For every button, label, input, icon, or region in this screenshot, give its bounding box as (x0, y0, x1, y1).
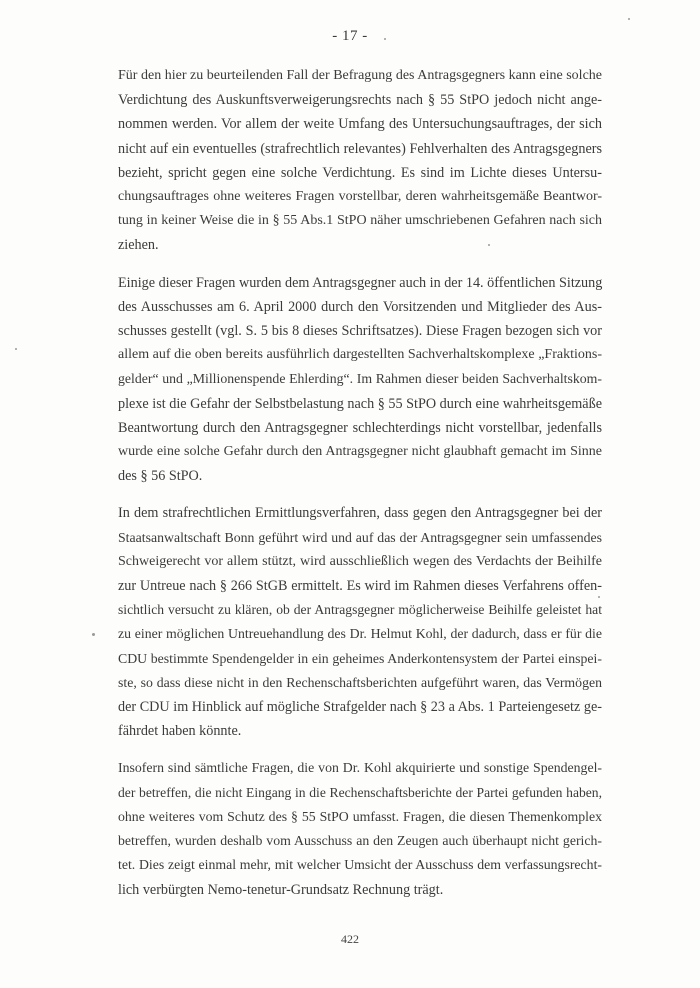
text-line: Verdichtung des Auskunftsverweigerungsrechts nach § 55 StPO jedoch nicht ange- (118, 92, 602, 109)
text-line: des § 56 StPO. (118, 468, 203, 485)
text-line: nommen werden. Vor allem der weite Umfang des Untersuchungsauftrages, der sich (118, 116, 602, 133)
text-line: fährdet haben könnte. (118, 723, 242, 740)
text-line: Beantwortung durch den Antragsgegner schlechterdings nicht vorstellbar, jedenfalls (118, 419, 602, 436)
text-line: der CDU im Hinblick auf mögliche Strafgelder nach § 23 a Abs. 1 Parteiengesetz ge- (118, 699, 602, 716)
text-line: tet. Dies zeigt einmal mehr, mit welcher Umsicht der Ausschuss dem verfassungsrecht- (118, 857, 602, 873)
archive-page-number: 422 (341, 932, 359, 946)
text-line: Staatsanwaltschaft Bonn geführt wird und auf das der Antragsgegner sein umfassendes (118, 529, 602, 545)
text-line: ste, so dass diese nicht in den Rechenschaftsberichten aufgeführt waren, das Vermögen (118, 674, 602, 690)
scan-speck (384, 38, 386, 40)
text-line: chungsauftrages ohne weiteres Fragen vorstellbar, deren wahrheitsgemäße Beantwor- (118, 189, 602, 205)
paragraph-3 (118, 501, 602, 743)
text-line: der betreffen, die nicht Eingang in die Rechenschaftsberichte der Partei gefunden haben, (118, 784, 602, 800)
page-number: - 17 - (332, 28, 368, 44)
paragraph-1 (118, 64, 602, 258)
scan-speck (628, 18, 630, 20)
text-line: betreffen, wurden deshalb vom Ausschuss an den Zeugen auch überhaupt nicht gerich- (118, 833, 602, 849)
text-line: zu einer möglichen Untreuehandlung des Dr. Helmut Kohl, der dadurch, dass er für die (118, 626, 602, 642)
text-line: allem auf die oben bereits ausführlich dargestellten Sachverhaltskomplexe „Fraktions- (118, 347, 602, 363)
text-line: sichtlich versucht zu klären, ob der Antragsgegner möglicherweise Beihilfe geleistet hat (118, 602, 602, 618)
text-line: Insofern sind sämtliche Fragen, die von Dr. Kohl akquirierte und sonstige Spendengel- (118, 760, 602, 776)
text-line: Einige dieser Fragen wurden dem Antragsgegner auch in der 14. öffentlichen Sitzung (118, 274, 603, 291)
scan-speck (488, 244, 490, 246)
text-line: ziehen. (118, 237, 159, 254)
text-line: tung in keiner Weise die in § 55 Abs.1 StPO näher umschriebenen Gefahren nach sich (118, 213, 602, 229)
text-line: lich verbürgten Nemo-tenetur-Grundsatz Rechnung trägt. (118, 881, 444, 898)
scan-speck (598, 596, 600, 598)
text-line: Für den hier zu beurteilenden Fall der Befragung des Antragsgegners kann eine solche (118, 68, 602, 83)
text-line: nicht auf ein eventuelles (strafrechtlich relevantes) Fehlverhalten des Antragsgegners (118, 140, 602, 157)
text-line: zur Untreue nach § 266 StGB ermittelt. Es wird im Rahmen dieses Verfahrens offen- (118, 578, 602, 595)
body-text (118, 64, 602, 915)
text-line: Schweigerecht vor allem stützt, wird ausschließlich wegen des Verdachts der Beihilfe (118, 553, 602, 569)
scan-speck (92, 633, 95, 636)
text-line: gelder“ und „Millionenspende Ehlerding“. Im Rahmen dieser beiden Sachverhaltskom- (118, 371, 602, 387)
text-line: ohne weiteres vom Schutz des § 55 StPO umfasst. Fragen, die diesen Themenkomplex (118, 808, 602, 824)
text-line: schusses gestellt (vgl. S. 5 bis 8 dieses Schriftsatzes). Diese Fragen bezogen sich vor (118, 323, 602, 340)
text-line: CDU bestimmte Spendengelder in ein geheimes Anderkontensystem der Partei einspei- (118, 650, 602, 666)
text-line: wurde eine solche Gefahr durch den Antragsgegner nicht glaubhaft gemacht im Sinne (118, 444, 602, 460)
text-line: In dem strafrechtlichen Ermittlungsverfahren, dass gegen den Antragsgegner bei der (118, 505, 602, 522)
text-line: plexe ist die Gefahr der Selbstbelastung nach § 55 StPO durch eine wahrheitsgemäße (118, 395, 602, 412)
text-line: bezieht, spricht gegen eine solche Verdichtung. Es sind im Lichte dieses Untersu- (118, 164, 602, 181)
paragraph-2 (118, 271, 602, 489)
scan-speck (15, 348, 17, 350)
text-line: des Ausschusses am 6. April 2000 durch den Vorsitzenden und Mitglieder des Aus- (118, 298, 602, 315)
paragraph-4 (118, 756, 602, 901)
